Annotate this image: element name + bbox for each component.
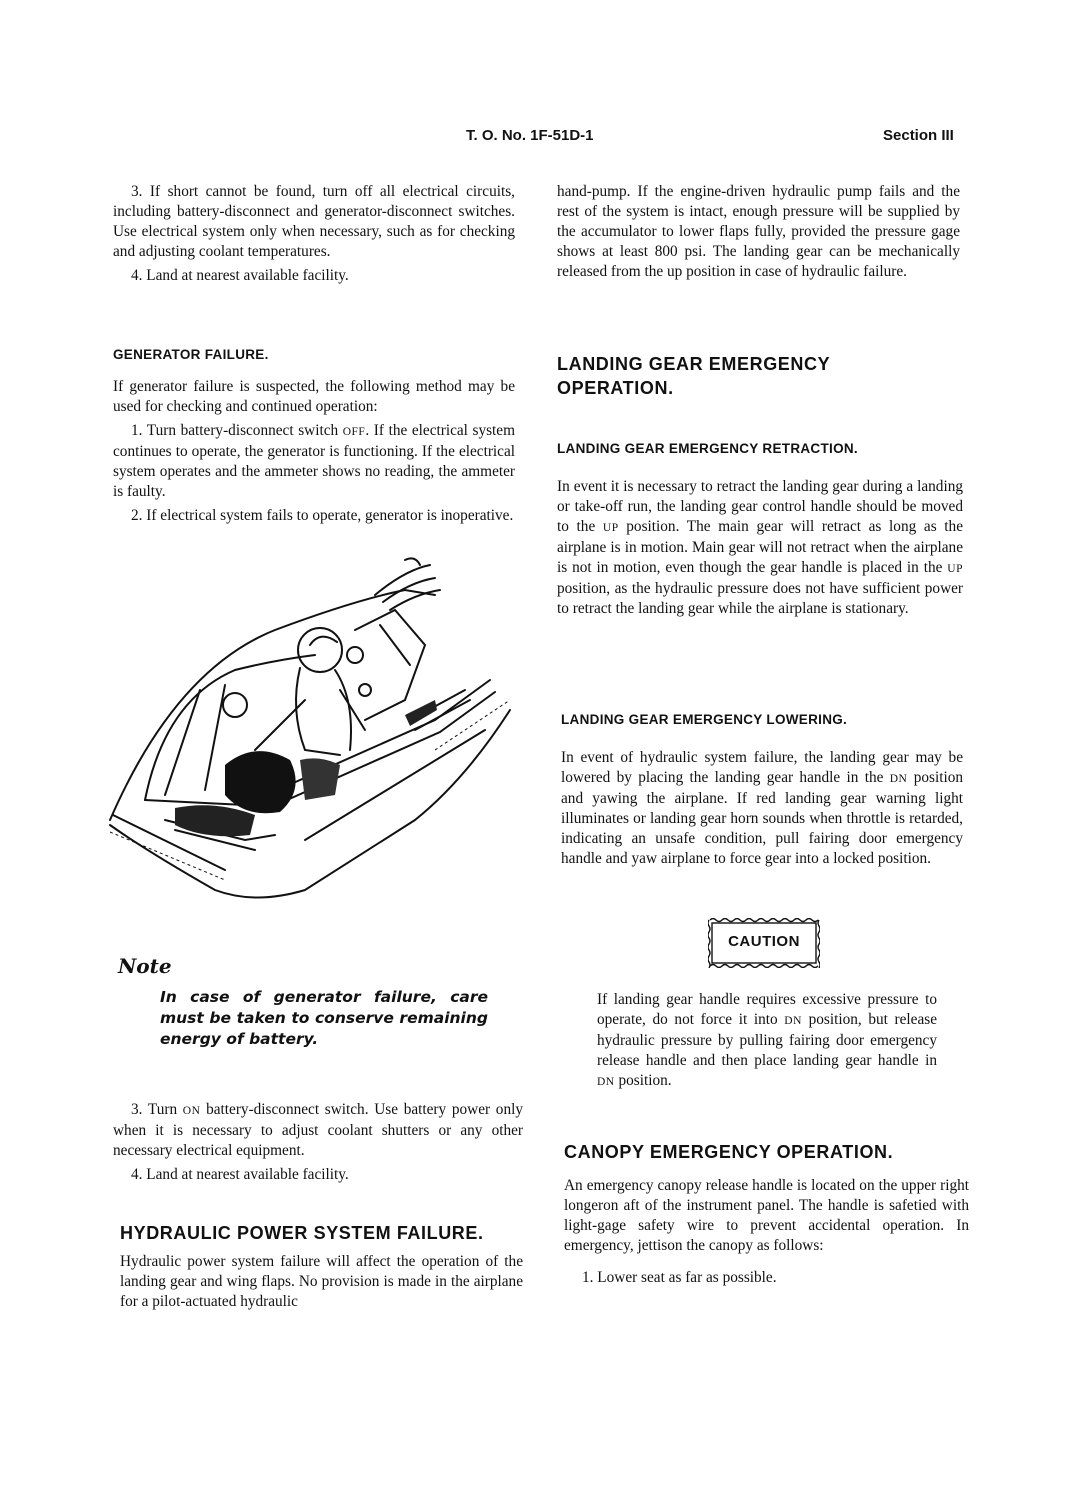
- hydraulic-section: [120, 1252, 523, 1312]
- text: In event it is necessary to retract the landing gear during a landing or take-off run, the landing gear control handle should be moved to the: [557, 478, 963, 535]
- paragraph: [113, 421, 515, 502]
- text: 1. Turn battery-disconnect switch: [131, 422, 343, 439]
- position-label: DN: [889, 773, 908, 785]
- paragraph: 4. Land at nearest available facility.: [131, 1166, 349, 1183]
- paragraph: 4. Land at nearest available facility.: [131, 267, 349, 284]
- subsection-heading: LANDING GEAR EMERGENCY LOWERING.: [561, 712, 848, 727]
- section-label: Section III: [883, 127, 954, 144]
- text: position. The main gear will retract as long as the airplane is in motion. Main gear will not retract when the airplane is not in motion, even though the gear handle is placed in the: [557, 518, 963, 576]
- position-label: DN: [597, 1076, 615, 1088]
- paragraph: [557, 477, 963, 619]
- switch-label: ON: [182, 1105, 201, 1117]
- text: In event of hydraulic system failure, the landing gear may be lowered by placing the landing gear handle in the: [561, 749, 963, 786]
- left-intro: [113, 182, 515, 286]
- paragraph: 2. If electrical system fails to operate, generator is inoperative.: [131, 507, 514, 524]
- text: position and yawing the airplane. If red landing gear warning light illuminates or landing gear horn sounds when throttle is retarded, indicating an unsafe condition, pull fairing door emergency handle and yaw airplane to force gear into a locked position.: [561, 769, 963, 867]
- generator-steps-continued: [113, 1100, 523, 1185]
- paragraph: hand-pump. If the engine-driven hydraulic pump fails and the rest of the system is intact, enough pressure will be supplied by the accumulator to lower flaps fully, provided the pressure gage shows at least 800 psi. The landing gear can be mechanically released from the up position in case of hydraulic failure.: [557, 183, 960, 280]
- lowering-section: [561, 748, 963, 869]
- text: 3. Turn: [131, 1101, 183, 1118]
- paragraph: 3. If short cannot be found, turn off all electrical circuits, including battery-disconnect and generator-disconnect switches. Use electrical system only when necessary, such as for checking and adjusting coolant temperatures.: [113, 183, 515, 260]
- text: position.: [614, 1072, 672, 1089]
- switch-label: OFF: [342, 426, 366, 438]
- note-text: In case of generator failure, care must be taken to conserve remaining energy of battery.: [160, 988, 488, 1048]
- document-number: T. O. No. 1F-51D-1: [466, 127, 594, 144]
- section-heading: [557, 352, 830, 400]
- paragraph: [597, 990, 937, 1092]
- paragraph: [113, 1100, 523, 1161]
- text: position, as the hydraulic pressure does not have sufficient power to retract the landing gear while the airplane is stationary.: [557, 580, 963, 617]
- section-heading: HYDRAULIC POWER SYSTEM FAILURE.: [120, 1223, 484, 1243]
- text: position, but release hydraulic pressure by pulling fairing door emergency release handle and then place landing gear handle in: [597, 1011, 937, 1069]
- position-label: UP: [947, 563, 963, 575]
- heading-line: LANDING GEAR EMERGENCY: [557, 354, 831, 374]
- paragraph: 1. Lower seat as far as possible.: [582, 1269, 777, 1286]
- caution-text: [597, 990, 937, 1092]
- section-heading: CANOPY EMERGENCY OPERATION.: [564, 1142, 894, 1162]
- text: battery-disconnect switch. Use battery power only when it is necessary to adjust coolant shutters or any other necessary electrical equipment.: [113, 1101, 523, 1159]
- retraction-section: [557, 477, 963, 619]
- position-label: UP: [602, 522, 619, 534]
- paragraph: If generator failure is suspected, the following method may be used for checking and continued operation:: [113, 378, 515, 415]
- hydraulic-continued: [557, 182, 960, 282]
- generator-section: [113, 377, 515, 526]
- text: If landing gear handle requires excessive pressure to operate, do not force it into: [597, 991, 937, 1028]
- paragraph: An emergency canopy release handle is located on the upper right longeron aft of the instrument panel. The handle is safetied with light-gage safety wire to prevent accidental operation. In emergency, jettison the canopy as follows:: [564, 1177, 969, 1254]
- caution-label: CAUTION: [728, 933, 800, 950]
- caution-box: [708, 918, 820, 968]
- cockpit-illustration: [105, 550, 525, 910]
- paragraph: Hydraulic power system failure will affect the operation of the landing gear and wing flaps. No provision is made in the airplane for a pilot-actuated hydraulic: [120, 1253, 523, 1310]
- position-label: DN: [784, 1015, 802, 1027]
- paragraph: [561, 748, 963, 869]
- section-heading: GENERATOR FAILURE.: [113, 347, 269, 362]
- text: . If the electrical system continues to operate, the generator is functioning. If the electrical system operates and the ammeter shows no reading, the ammeter is faulty.: [113, 422, 515, 500]
- note-label: Note: [118, 954, 172, 978]
- canopy-section: [564, 1176, 969, 1288]
- subsection-heading: LANDING GEAR EMERGENCY RETRACTION.: [557, 441, 858, 456]
- heading-line: OPERATION.: [557, 378, 674, 398]
